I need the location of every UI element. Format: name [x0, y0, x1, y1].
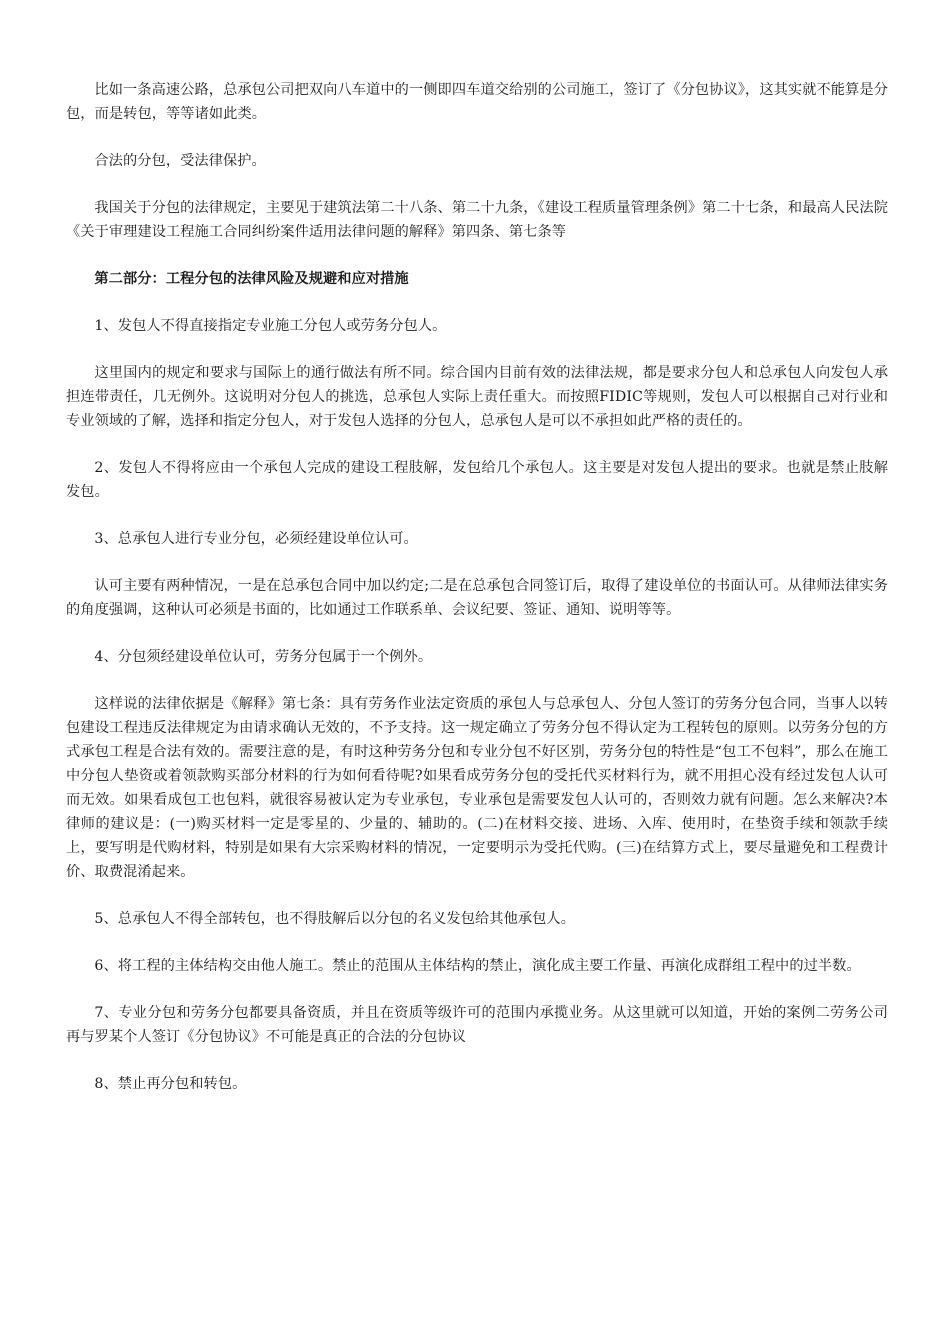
- paragraph-point-2: 2、发包人不得将应由一个承包人完成的建设工程肢解，发包给几个承包人。这主要是对发包人提出的要求。也就是禁止肢解发包。: [66, 460, 888, 500]
- paragraph-point-7: 7、专业分包和劳务分包都要具备资质，并且在资质等级许可的范围内承揽业务。从这里就可以知道，开始的案例二劳务公司再与罗某个人签订《分包协议》不可能是真正的合法的分包协议: [66, 1005, 888, 1045]
- paragraph-point-3-detail: 认可主要有两种情况，一是在总承包合同中加以约定;二是在总承包合同签订后，取得了建设单位的书面认可。从律师法律实务的角度强调，这种认可必须是书面的，比如通过工作联系单、会议纪要、签证、通知、说明等等。: [66, 578, 888, 618]
- paragraph-legal-subcontract: 合法的分包，受法律保护。: [94, 153, 266, 169]
- paragraph-point-4-detail: 这样说的法律依据是《解释》第七条：具有劳务作业法定资质的承包人与总承包人、分包人签订的劳务分包合同，当事人以转包建设工程违反法律规定为由请求确认无效的，不予支持。这一规定确立了劳务分包不得认定为工程转包的原则。以劳务分包的方式承包工程是合法有效的。需要注意的是，有时这种劳务分包和专业分包不好区别，劳务分包的特性是“包工不包料”，那么在施工中分包人垫资或着领款购买部分材料的行为如何看待呢?如果看成劳务分包的受托代买材料行为，就不用担心没有经过发包人认可而无效。如果看成包工也包料，就很容易被认定为专业承包，专业承包是需要发包人认可的，否则效力就有问题。怎么来解决?本律师的建议是：(一)购买材料一定是零星的、少量的、辅助的。(二)在材料交接、进场、入库、使用时，在垫资手续和领款手续上，要写明是代购材料，特别是如果有大宗采购材料的情况，一定要明示为受托代购。(三)在结算方式上，要尽量避免和工程费计价、取费混淆起来。: [66, 696, 888, 880]
- paragraph-point-6: 6、将工程的主体结构交由他人施工。禁止的范围从主体结构的禁止，演化成主要工作量、再演化成群组工程中的过半数。: [94, 958, 861, 974]
- paragraph-point-1-detail: 这里国内的规定和要求与国际上的通行做法有所不同。综合国内目前有效的法律法规，都是要求分包人和总承包人向发包人承担连带责任，几无例外。这说明对分包人的挑选，总承包人实际上责任重大。而按照FIDIC等规则，发包人可以根据自己对行业和专业领域的了解，选择和指定分包人，对于发包人选择的分包人，总承包人是可以不承担如此严格的责任的。: [66, 365, 888, 429]
- paragraph-highway-example: 比如一条高速公路，总承包公司把双向八车道中的一侧即四车道交给别的公司施工，签订了《分包协议》，这其实就不能算是分包，而是转包，等等诸如此类。: [66, 82, 888, 122]
- document-page: [66, 78, 888, 1119]
- paragraph-point-3: 3、总承包人进行专业分包，必须经建设单位认可。: [94, 531, 418, 547]
- paragraph-point-5: 5、总承包人不得全部转包，也不得肢解后以分包的名义发包给其他承包人。: [94, 911, 576, 927]
- section-heading-part-two: 第二部分：工程分包的法律风险及规避和应对措施: [94, 271, 409, 287]
- paragraph-point-4: 4、分包须经建设单位认可，劳务分包属于一个例外。: [94, 649, 433, 665]
- paragraph-point-1: 1、发包人不得直接指定专业施工分包人或劳务分包人。: [94, 318, 447, 334]
- paragraph-legal-basis: 我国关于分包的法律规定，主要见于建筑法第二十八条、第二十九条，《建设工程质量管理条例》第二十七条，和最高人民法院《关于审理建设工程施工合同纠纷案件适用法律问题的解释》第四条、第七条等: [66, 200, 888, 240]
- paragraph-point-8: 8、禁止再分包和转包。: [94, 1076, 247, 1092]
